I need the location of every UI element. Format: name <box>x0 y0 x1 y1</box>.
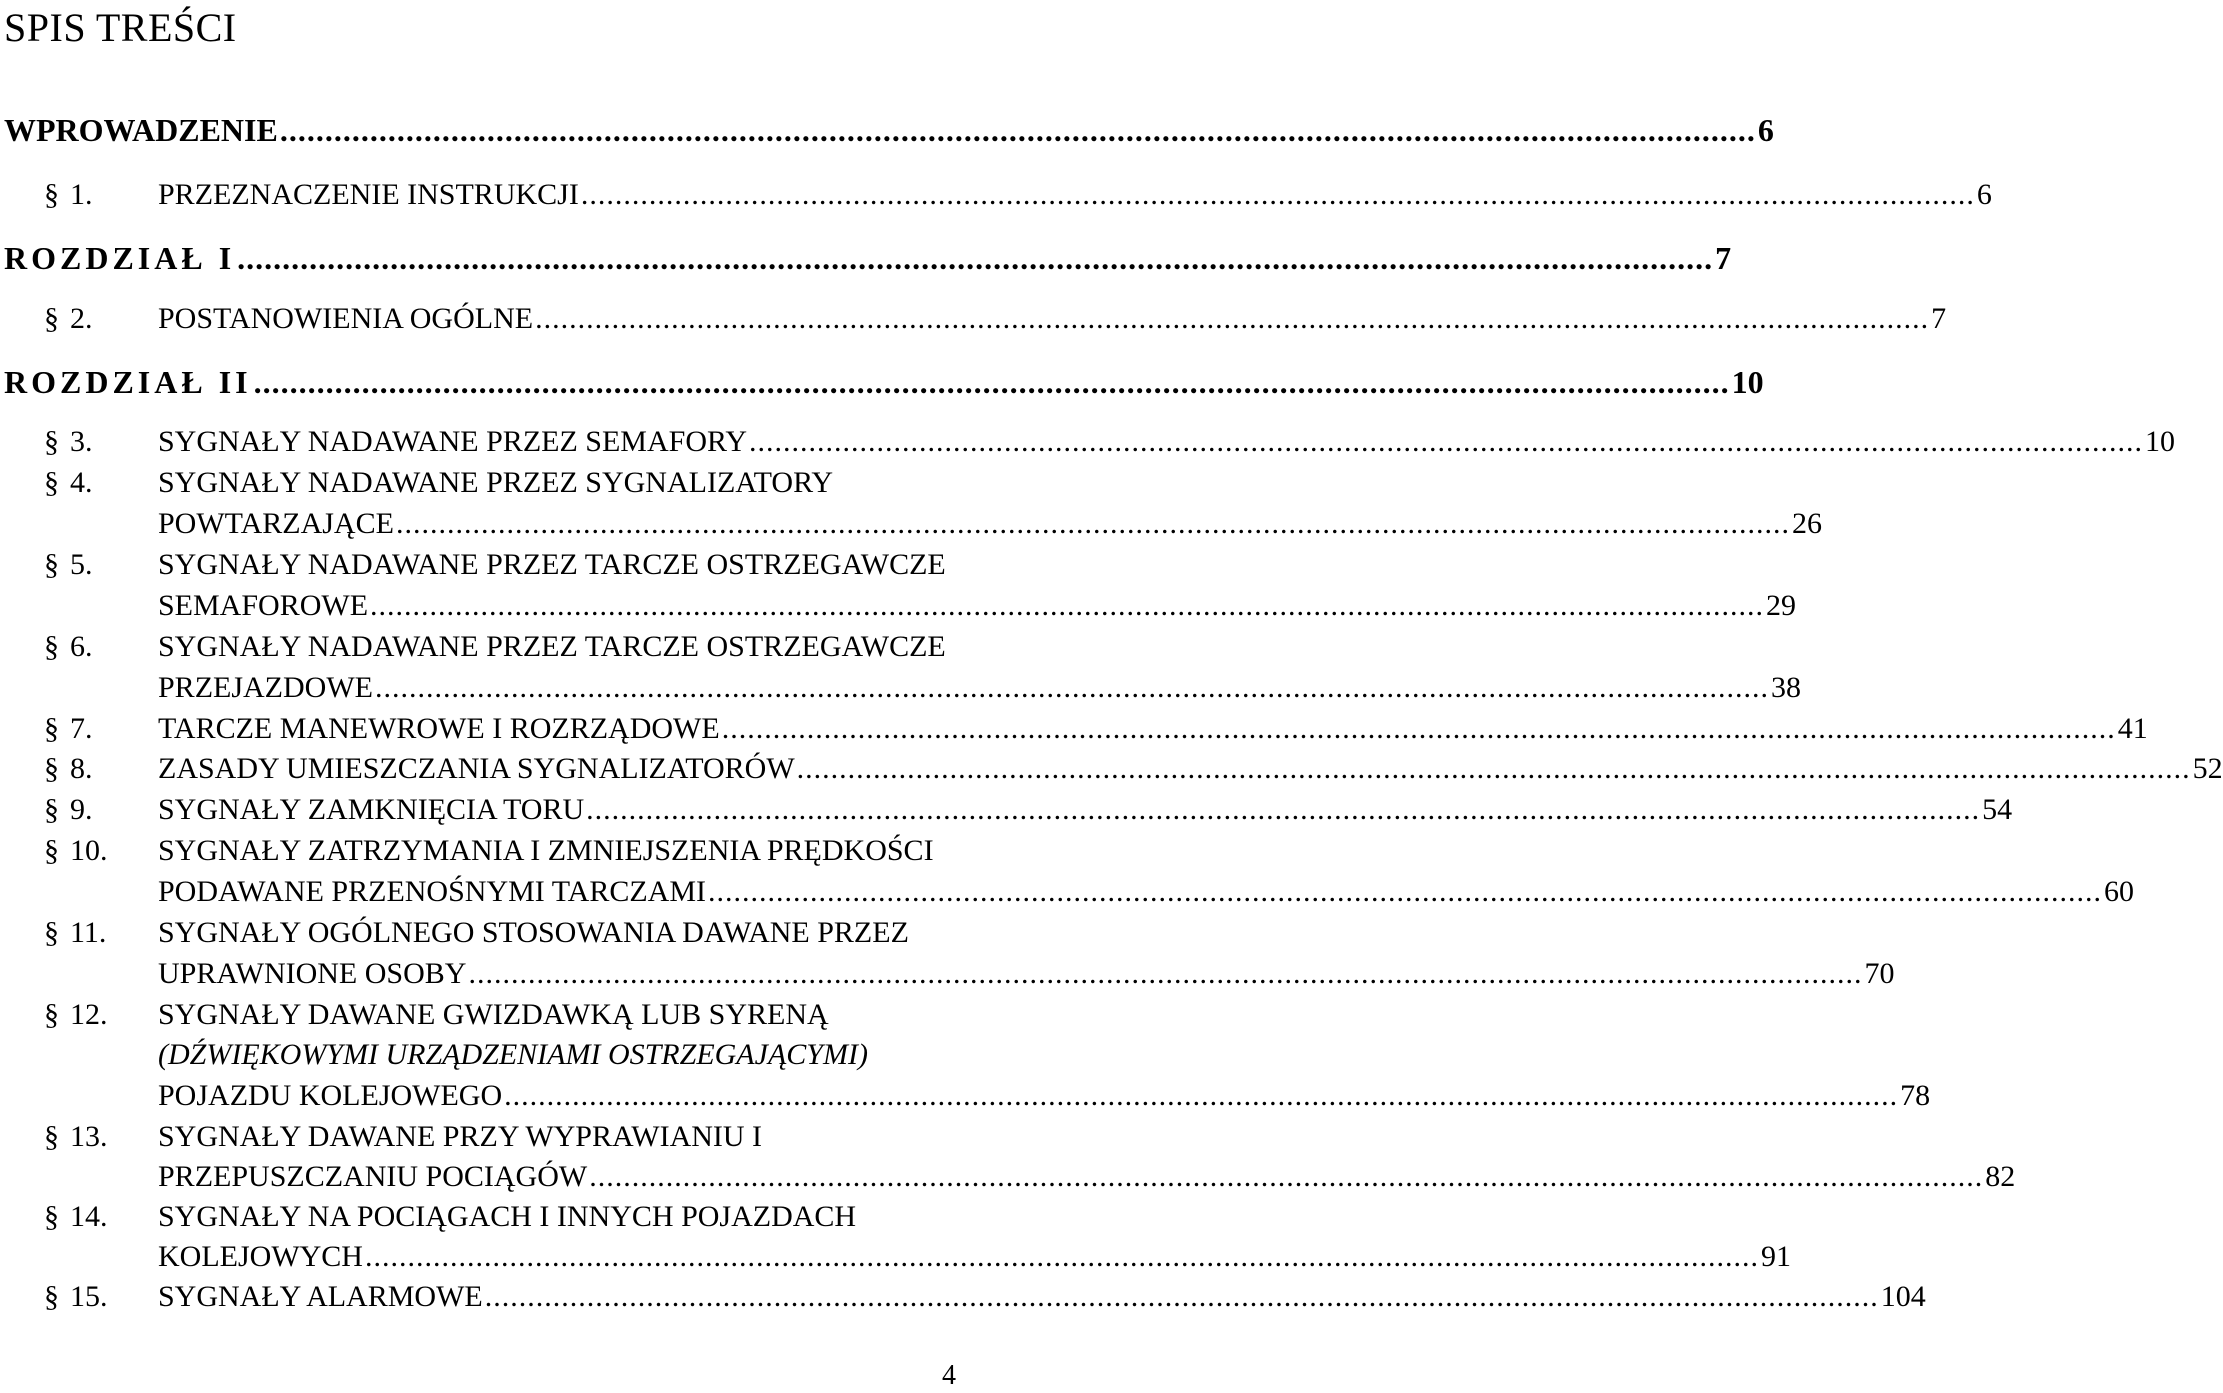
toc-chapter-1[interactable] <box>4 240 1732 277</box>
toc-section-title: SYGNAŁY OGÓLNEGO STOSOWANIA DAWANE PRZEZ <box>158 916 909 949</box>
toc-section-1[interactable] <box>158 178 1992 212</box>
toc-section-number: 12. <box>70 998 108 1031</box>
toc-page-ref: 41 <box>2117 712 2148 745</box>
paragraph-mark: § <box>44 752 59 785</box>
toc-leader: .................................................................................................................................................................... <box>580 178 1975 211</box>
toc-page-ref: 52 <box>2192 752 2223 785</box>
paragraph-mark: § <box>44 1200 59 1233</box>
toc-section-title: SYGNAŁY ZATRZYMANIA I ZMNIEJSZENIA PRĘDKOŚCI <box>158 834 934 867</box>
paragraph-mark: § <box>44 630 59 663</box>
toc-section-title: PRZEZNACZENIE INSTRUKCJI <box>158 178 579 211</box>
toc-section-title: SYGNAŁY NADAWANE PRZEZ SEMAFORY <box>158 425 748 458</box>
paragraph-mark: § <box>44 425 59 458</box>
toc-section-number: 6. <box>70 630 93 663</box>
toc-section-number: 1. <box>70 178 93 211</box>
paragraph-mark: § <box>44 834 59 867</box>
toc-leader: .................................................................................................................................................................... <box>370 589 1765 622</box>
toc-section-number: 14. <box>70 1200 108 1233</box>
toc-chapter-label: WPROWADZENIE <box>4 112 278 148</box>
toc-leader: .................................................................................................................................................................... <box>504 1079 1899 1112</box>
toc-section-6[interactable] <box>158 671 1801 705</box>
toc-section-title-cont: PRZEJAZDOWE <box>158 671 373 704</box>
toc-section-title-cont: UPRAWNIONE OSOBY <box>158 957 467 990</box>
toc-section-number: 8. <box>70 752 93 785</box>
toc-section-number: 3. <box>70 425 93 458</box>
toc-section-number: 5. <box>70 548 93 581</box>
paragraph-mark: § <box>44 548 59 581</box>
toc-chapter-label: ROZDZIAŁ I <box>4 240 236 276</box>
toc-leader: .................................................................................................................................................................... <box>796 752 2191 785</box>
toc-section-title-cont: PODAWANE PRZENOŚNYMI TARCZAMI <box>158 875 706 908</box>
toc-section-title: SYGNAŁY ALARMOWE <box>158 1280 483 1313</box>
toc-leader: .................................................................................................................................................................... <box>749 425 2144 458</box>
toc-section-number: 9. <box>70 793 93 826</box>
toc-section-title: SYGNAŁY NA POCIĄGACH I INNYCH POJAZDACH <box>158 1200 857 1233</box>
toc-leader: .................................................................................................................................................................... <box>364 1240 1759 1273</box>
toc-section-number: 10. <box>70 834 108 867</box>
toc-section-title: ZASADY UMIESZCZANIA SYGNALIZATORÓW <box>158 752 795 785</box>
paragraph-mark: § <box>44 302 59 335</box>
toc-chapter-label: ROZDZIAŁ II <box>4 364 252 400</box>
paragraph-mark: § <box>44 178 59 211</box>
toc-page-ref: 60 <box>2104 875 2134 908</box>
toc-leader: .................................................................................................................................................................... <box>253 364 1730 400</box>
toc-section-number: 2. <box>70 302 93 335</box>
toc-section-title: POSTANOWIENIA OGÓLNE <box>158 302 534 335</box>
toc-page-ref: 82 <box>1985 1160 2016 1193</box>
toc-section-title-cont: SEMAFOROWE <box>158 589 369 622</box>
toc-leader: .................................................................................................................................................................... <box>484 1280 1879 1313</box>
toc-leader: .................................................................................................................................................................... <box>237 240 1714 276</box>
toc-page-ref: 6 <box>1757 112 1774 148</box>
toc-section-title: SYGNAŁY DAWANE PRZY WYPRAWIANIU I <box>158 1120 763 1153</box>
toc-leader: .................................................................................................................................................................... <box>395 507 1790 540</box>
toc-section-12[interactable] <box>158 1079 1931 1113</box>
toc-section-15[interactable] <box>158 1280 1926 1314</box>
toc-section-number: 11. <box>70 916 107 949</box>
toc-section-2[interactable] <box>158 302 1947 336</box>
paragraph-mark: § <box>44 466 59 499</box>
toc-section-13[interactable] <box>158 1160 2016 1194</box>
toc-section-title: SYGNAŁY NADAWANE PRZEZ SYGNALIZATORY <box>158 466 834 499</box>
toc-leader: .................................................................................................................................................................... <box>708 875 2102 908</box>
toc-page-ref: 78 <box>1900 1079 1931 1112</box>
toc-leader: .................................................................................................................................................................... <box>279 112 1756 148</box>
toc-section-5[interactable] <box>158 589 1797 623</box>
toc-leader: .................................................................................................................................................................... <box>589 1160 1984 1193</box>
toc-chapter-2[interactable] <box>4 364 1764 401</box>
paragraph-mark: § <box>44 1280 59 1313</box>
toc-leader: .................................................................................................................................................................... <box>721 712 2116 745</box>
toc-page-ref: 10 <box>1731 364 1764 400</box>
toc-page-ref: 7 <box>1715 240 1732 276</box>
toc-leader: .................................................................................................................................................................... <box>535 302 1930 335</box>
toc-leader: .................................................................................................................................................................... <box>374 671 1769 704</box>
toc-page-ref: 26 <box>1791 507 1822 540</box>
toc-page-ref: 54 <box>1982 793 2013 826</box>
toc-page-ref: 7 <box>1931 302 1947 335</box>
toc-page-ref: 10 <box>2145 425 2176 458</box>
toc-section-title: SYGNAŁY DAWANE GWIZDAWKĄ LUB SYRENĄ <box>158 998 829 1031</box>
toc-section-title-cont: PRZEPUSZCZANIU POCIĄGÓW <box>158 1160 588 1193</box>
toc-leader: .................................................................................................................................................................... <box>586 793 1981 826</box>
toc-page-ref: 104 <box>1880 1280 1926 1313</box>
toc-section-title: TARCZE MANEWROWE I ROZRZĄDOWE <box>158 712 720 745</box>
toc-section-title-cont: KOLEJOWYCH <box>158 1240 363 1273</box>
toc-section-title-cont: POWTARZAJĄCE <box>158 507 394 540</box>
paragraph-mark: § <box>44 793 59 826</box>
paragraph-mark: § <box>44 712 59 745</box>
toc-page-ref: 6 <box>1976 178 1992 211</box>
toc-section-3[interactable] <box>158 425 2176 459</box>
toc-section-number: 13. <box>70 1120 108 1153</box>
toc-section-title: SYGNAŁY ZAMKNIĘCIA TORU <box>158 793 585 826</box>
toc-section-10[interactable] <box>158 875 2134 909</box>
paragraph-mark: § <box>44 998 59 1031</box>
toc-section-title-cont: POJAZDU KOLEJOWEGO <box>158 1079 503 1112</box>
page-title: SPIS TREŚCI <box>4 5 237 50</box>
toc-section-14[interactable] <box>158 1240 1791 1274</box>
toc-section-title-cont: (DŹWIĘKOWYMI URZĄDZENIAMI OSTRZEGAJĄCYMI) <box>158 1038 868 1071</box>
toc-section-9[interactable] <box>158 793 2013 827</box>
toc-page-ref: 70 <box>1864 957 1895 990</box>
toc-page-ref: 29 <box>1766 589 1797 622</box>
toc-section-4[interactable] <box>158 507 1822 541</box>
toc-section-number: 4. <box>70 466 93 499</box>
toc-page-ref: 38 <box>1770 671 1801 704</box>
toc-page-ref: 91 <box>1760 1240 1791 1273</box>
toc-section-title: SYGNAŁY NADAWANE PRZEZ TARCZE OSTRZEGAWCZE <box>158 630 946 663</box>
toc-section-7[interactable] <box>158 712 2148 746</box>
toc-section-11[interactable] <box>158 957 1895 991</box>
toc-section-number: 15. <box>70 1280 108 1313</box>
toc-section-number: 7. <box>70 712 93 745</box>
toc-leader: .................................................................................................................................................................... <box>468 957 1863 990</box>
toc-section-8[interactable] <box>158 752 2223 786</box>
paragraph-mark: § <box>44 1120 59 1153</box>
paragraph-mark: § <box>44 916 59 949</box>
toc-section-title: SYGNAŁY NADAWANE PRZEZ TARCZE OSTRZEGAWCZE <box>158 548 946 581</box>
page-number: 4 <box>942 1360 956 1391</box>
toc-chapter-introduction[interactable] <box>4 112 1774 149</box>
